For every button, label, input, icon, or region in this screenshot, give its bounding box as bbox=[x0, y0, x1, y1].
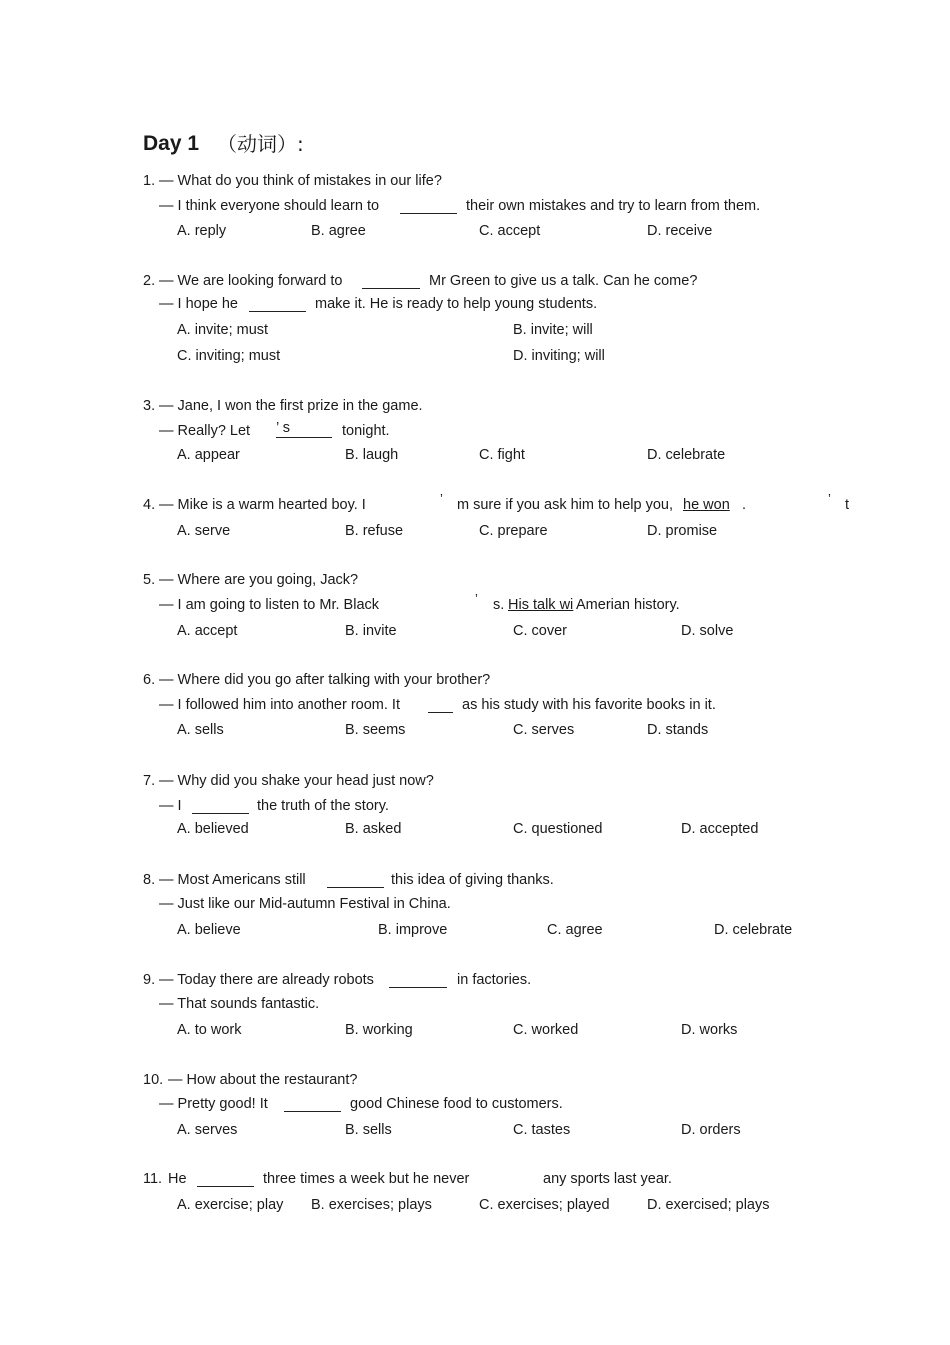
question-number: 7. bbox=[143, 773, 156, 789]
answer-blank bbox=[400, 199, 457, 214]
option-d: D. celebrate bbox=[647, 447, 726, 463]
question-text: — Pretty good! It bbox=[159, 1096, 268, 1112]
question-text: — Today there are already robots bbox=[159, 972, 374, 988]
option-a: A. exercise; play bbox=[177, 1197, 284, 1213]
question-text: — Why did you shake your head just now? bbox=[159, 773, 434, 789]
question-text: any sports last year. bbox=[543, 1171, 672, 1187]
question-number: 10. bbox=[143, 1072, 164, 1088]
question-text: — I bbox=[159, 798, 182, 814]
option-c: C. fight bbox=[479, 447, 525, 463]
option-b: B. seems bbox=[345, 722, 406, 738]
question-text: — I followed him into another room. It bbox=[159, 697, 400, 713]
question-text: their own mistakes and try to learn from them. bbox=[466, 198, 761, 214]
option-c: C. tastes bbox=[513, 1122, 571, 1138]
option-b: B. invite bbox=[345, 623, 397, 639]
question-number: 3. bbox=[143, 398, 156, 414]
option-b: B. exercises; plays bbox=[311, 1197, 432, 1213]
answer-blank bbox=[249, 297, 306, 312]
option-b: B. working bbox=[345, 1022, 413, 1038]
option-c: C. exercises; played bbox=[479, 1197, 610, 1213]
answer-blank bbox=[389, 973, 447, 988]
option-d: D. stands bbox=[647, 722, 709, 738]
option-a: A. reply bbox=[177, 223, 227, 239]
option-d: D. orders bbox=[681, 1122, 741, 1138]
option-c: C. agree bbox=[547, 922, 603, 938]
option-d: D. receive bbox=[647, 223, 713, 239]
option-a: A. to work bbox=[177, 1022, 242, 1038]
option-d: D. exercised; plays bbox=[647, 1197, 770, 1213]
question-text: as his study with his favorite books in it. bbox=[462, 697, 716, 713]
question-number: 2. bbox=[143, 273, 156, 289]
question-text: He bbox=[168, 1171, 187, 1187]
question-text: — I am going to listen to Mr. Black bbox=[159, 597, 380, 613]
underlined-text: His talk wi bbox=[508, 597, 574, 613]
answer-blank bbox=[362, 274, 420, 289]
question-text: Amerian history. bbox=[576, 597, 680, 613]
option-b: B. asked bbox=[345, 821, 402, 837]
underlined-text: he won bbox=[683, 497, 730, 513]
page-title: Day 1 bbox=[143, 132, 200, 155]
question-text: — Most Americans still bbox=[159, 872, 306, 888]
option-d: D. solve bbox=[681, 623, 734, 639]
question-text: t bbox=[845, 497, 850, 513]
option-c: C. prepare bbox=[479, 523, 548, 539]
question-number: 9. bbox=[143, 972, 156, 988]
question-text: s. bbox=[493, 597, 505, 613]
option-a: A. invite; must bbox=[177, 322, 269, 338]
question-text: three times a week but he never bbox=[263, 1171, 470, 1187]
question-text: — I think everyone should learn to bbox=[159, 198, 380, 214]
question-number: 1. bbox=[143, 173, 156, 189]
question-text: in factories. bbox=[457, 972, 532, 988]
answer-blank bbox=[197, 1172, 254, 1187]
option-b: B. agree bbox=[311, 223, 366, 239]
question-text: — What do you think of mistakes in our life? bbox=[159, 173, 442, 189]
option-c: C. serves bbox=[513, 722, 575, 738]
answer-blank bbox=[428, 698, 453, 713]
question-text: m sure if you ask him to help you, bbox=[457, 497, 673, 513]
option-a: A. believed bbox=[177, 821, 249, 837]
answer-blank: ’ s bbox=[276, 419, 332, 438]
question-text: — Jane, I won the first prize in the game. bbox=[159, 398, 423, 414]
option-d: D. works bbox=[681, 1022, 738, 1038]
option-b: B. invite; will bbox=[513, 322, 593, 338]
option-d: D. promise bbox=[647, 523, 718, 539]
question-text: — We are looking forward to bbox=[159, 273, 343, 289]
question-text: make it. He is ready to help young students. bbox=[315, 296, 598, 312]
option-a: A. believe bbox=[177, 922, 241, 938]
option-d: D. inviting; will bbox=[513, 348, 605, 364]
option-d: D. accepted bbox=[681, 821, 759, 837]
page-subtitle: （动词）: bbox=[217, 132, 304, 156]
answer-blank bbox=[192, 799, 249, 814]
answer-blank bbox=[327, 873, 384, 888]
option-d: D. celebrate bbox=[714, 922, 793, 938]
question-number: 4. bbox=[143, 497, 156, 513]
question-text: . bbox=[742, 497, 747, 513]
question-text: good Chinese food to customers. bbox=[350, 1096, 563, 1112]
option-c: C. accept bbox=[479, 223, 541, 239]
option-a: A. sells bbox=[177, 722, 224, 738]
option-c: C. questioned bbox=[513, 821, 603, 837]
question-text: the truth of the story. bbox=[257, 798, 389, 814]
question-number: 8. bbox=[143, 872, 156, 888]
option-a: A. accept bbox=[177, 623, 238, 639]
option-a: A. serves bbox=[177, 1122, 238, 1138]
question-text: — That sounds fantastic. bbox=[159, 996, 320, 1012]
question-number: 11. bbox=[143, 1171, 163, 1187]
question-text: Mr Green to give us a talk. Can he come? bbox=[429, 273, 698, 289]
question-text: — Just like our Mid-autumn Festival in China. bbox=[159, 896, 451, 912]
question-number: 6. bbox=[143, 672, 156, 688]
option-b: B. laugh bbox=[345, 447, 399, 463]
question-text: — Where did you go after talking with your brother? bbox=[159, 672, 491, 688]
question-number: 5. bbox=[143, 572, 156, 588]
question-text: — How about the restaurant? bbox=[168, 1072, 358, 1088]
option-a: A. appear bbox=[177, 447, 240, 463]
question-text: — Where are you going, Jack? bbox=[159, 572, 359, 588]
option-c: C. inviting; must bbox=[177, 348, 281, 364]
option-b: B. sells bbox=[345, 1122, 392, 1138]
apostrophe: ’ bbox=[475, 591, 478, 606]
option-b: B. improve bbox=[378, 922, 448, 938]
option-c: C. worked bbox=[513, 1022, 579, 1038]
answer-blank bbox=[284, 1097, 341, 1112]
apostrophe: ’ bbox=[828, 491, 831, 506]
option-c: C. cover bbox=[513, 623, 567, 639]
apostrophe: ’ bbox=[440, 491, 443, 506]
question-text: — I hope he bbox=[159, 296, 238, 312]
question-text: — Mike is a warm hearted boy. I bbox=[159, 497, 366, 513]
option-a: A. serve bbox=[177, 523, 231, 539]
question-text: this idea of giving thanks. bbox=[391, 872, 554, 888]
question-text: — Really? Let bbox=[159, 423, 251, 439]
question-text: tonight. bbox=[342, 423, 390, 439]
option-b: B. refuse bbox=[345, 523, 404, 539]
